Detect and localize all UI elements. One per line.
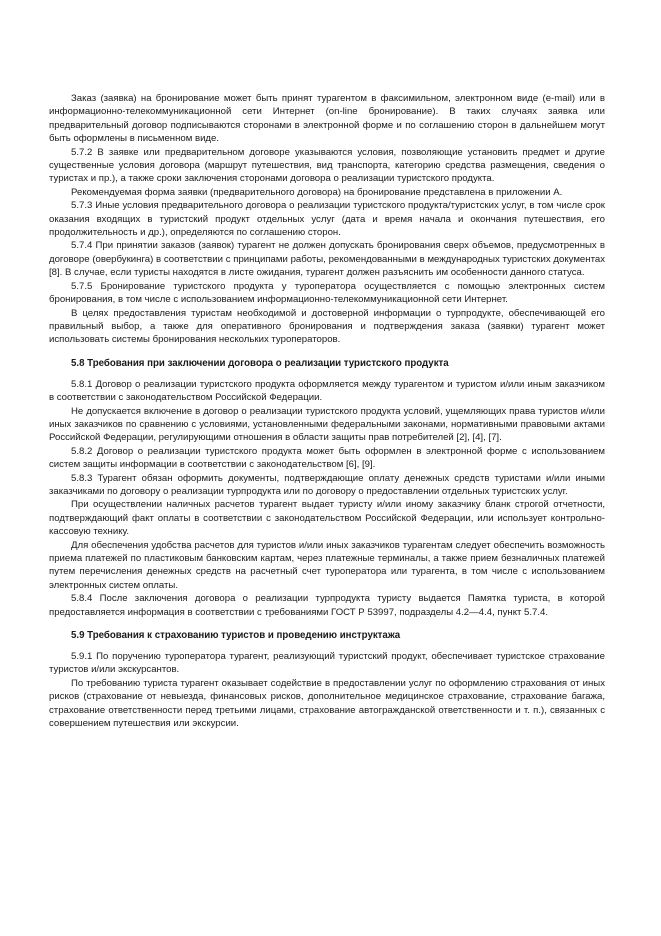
section-heading: 5.8 Требования при заключении договора о реализации туристского продукта [71,357,449,369]
paragraph: 5.8.2 Договор о реализации туристского продукта может быть оформлен в электронной форме с использованием систем защиты информации в соответствии с законодательством [6], [9]. [49,445,605,471]
paragraph: 5.7.2 В заявке или предварительном договоре указываются условия, позволяющие установить предмет и другие существенные условия договора (маршрут путешествия, вид транспорта, категорию средства размещения, сведения о туристах и пр.), а также сроки заключения сторонами договора о реализации туристского продукта. [49,146,605,185]
paragraph: 5.8.4 После заключения договора о реализации турпродукта туристу выдается Памятка туриста, в которой предоставляется информация в соответствии с требованиями ГОСТ Р 53997, подразделы 4.2—4.4, пункт 5.7.4. [49,593,605,618]
paragraph: При осуществлении наличных расчетов турагент выдает туристу и/или иному заказчику бланк строгой отчетности, подтверждающий факт оплаты в соответствии с законодательством Российской Федерации, или использует контрольно-кассовую технику. [49,499,605,538]
paragraph: 5.8.3 Турагент обязан оформить документы, подтверждающие оплату денежных средств туристами и/или иными заказчиками по договору о реализации турпродукта или по договору о предоставлении отдельных туристских услуг. [49,472,605,497]
paragraph: 5.8.1 Договор о реализации туристского продукта оформляется между турагентом и туристом и/или иным заказчиком в соответствии с законодательством Российской Федерации. [49,378,605,404]
paragraph: По требованию туриста турагент оказывает содействие в предоставлении услуг по оформлению страхования от иных рисков (страхование от невыезда, финансовых рисков, дополнительное медицинское страхование, страхование багажа, страхование ответственности перед третьими лицами, страхование автогражданской ответственности и т. п.), связанных с совершением путешествия или экскурсии. [49,677,605,730]
paragraph: В целях предоставления туристам необходимой и достоверной информации о турпродукте, обеспечивающей его правильный выбор, а также для оперативного бронирования и подтверждения заказа (заявки) турагент может использовать системы бронирования нескольких туроператоров. [49,307,605,346]
paragraph: 5.9.1 По поручению туроператора турагент, реализующий туристский продукт, обеспечивает туристское страхование туристов и/или экскурсантов. [49,651,605,676]
paragraph: 5.7.3 Иные условия предварительного договора о реализации туристского продукта/туристских услуг, в том числе срок оказания входящих в туристский продукт отдельных услуг (дата и время начала и окончания путешествия, его продолжительность и др.), определяются по соглашению сторон. [49,200,605,239]
section-heading: 5.9 Требования к страхованию туристов и проведению инструктажа [71,630,401,642]
paragraph: 5.7.5 Бронирование туристского продукта у туроператора осуществляется с помощью электронных систем бронирования, в том числе с использованием информационно-телекоммуникационной сети Интернет. [49,280,605,306]
paragraph: 5.7.4 При принятии заказов (заявок) турагент не должен допускать бронирования сверх объемов, предусмотренных в договоре (овербукинга) в соответствии с принципами работы, рекомендованными в международных туристских документах [8]. В случае, если туристы находятся в листе ожидания, турагент должен разъяснить им особенности данного статуса. [49,240,605,279]
document-body [49,92,605,730]
paragraph: Рекомендуемая форма заявки (предварительного договора) на бронирование представлена в приложении А. [71,186,563,198]
paragraph: Заказ (заявка) на бронирование может быть принят турагентом в факсимильном, электронном виде (e-mail) или в информационно-телекоммуникационной сети Интернет (on-line бронирование). В таких случаях заявка или предварительный договор подписываются сторонами в электронной форме и по соглашению сторон в дальнейшем могут быть оформлены в письменном виде. [49,93,605,145]
paragraph: Не допускается включение в договор о реализации туристского продукта условий, ущемляющих права туристов и/или иных заказчиков по сравнению с условиями, установленными федеральными законами, нормативными правовыми актами Российской Федерации, регулирующими отношения в области защиты прав потребителей [2], [4], [7]. [49,405,605,444]
paragraph: Для обеспечения удобства расчетов для туристов и/или иных заказчиков турагентам следует обеспечить возможность приема платежей по пластиковым банковским картам, через платежные терминалы, а также прием безналичных платежей путем перечисления денежных средств на расчетный счет туроператора или турагента, в том числе с использованием электронных систем оплаты. [49,539,605,591]
